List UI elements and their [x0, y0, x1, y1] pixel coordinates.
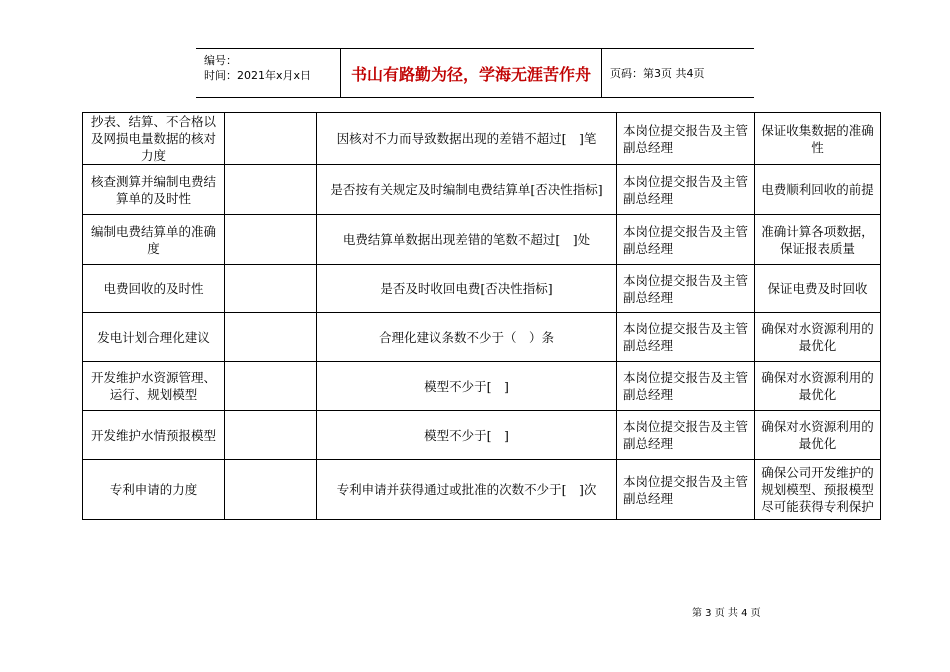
table-row: [83, 265, 881, 313]
source-cell: 本岗位提交报告及主管副总经理: [617, 313, 755, 362]
purpose-cell: 保证收集数据的准确性: [755, 113, 881, 165]
standard-cell: 电费结算单数据出现差错的笔数不超过[ ]处: [317, 215, 617, 265]
indicator-cell: 编制电费结算单的准确度: [83, 215, 225, 265]
standard-cell: 模型不少于[ ]: [317, 362, 617, 411]
time-label: 时间：2021年x月x日: [204, 69, 312, 82]
table-row: [83, 165, 881, 215]
page-code-text: 页码：第3页 共4页: [610, 67, 705, 80]
page-footer: 第 3 页 共 4 页: [692, 608, 761, 619]
standard-cell: 专利申请并获得通过或批准的次数不少于[ ]次: [317, 460, 617, 520]
standard-cell: 合理化建议条数不少于（ ）条: [317, 313, 617, 362]
indicator-cell: 电费回收的及时性: [83, 265, 225, 313]
indicator-cell: 开发维护水情预报模型: [83, 411, 225, 460]
table-row: [83, 113, 881, 165]
purpose-cell: 确保对水资源利用的最优化: [755, 362, 881, 411]
table-row: [83, 313, 881, 362]
purpose-cell: 确保对水资源利用的最优化: [755, 313, 881, 362]
weight-cell: [225, 165, 317, 215]
source-cell: 本岗位提交报告及主管副总经理: [617, 460, 755, 520]
weight-cell: [225, 460, 317, 520]
indicator-cell: 发电计划合理化建议: [83, 313, 225, 362]
standard-cell: 因核对不力而导致数据出现的差错不超过[ ]笔: [317, 113, 617, 165]
header-meta-cell: [196, 49, 341, 97]
purpose-cell: 电费顺利回收的前提: [755, 165, 881, 215]
source-cell: 本岗位提交报告及主管副总经理: [617, 215, 755, 265]
weight-cell: [225, 313, 317, 362]
purpose-cell: 保证电费及时回收: [755, 265, 881, 313]
indicator-cell: 核查测算并编制电费结算单的及时性: [83, 165, 225, 215]
number-label: 编号：: [204, 54, 237, 67]
standard-cell: 是否及时收回电费[否决性指标]: [317, 265, 617, 313]
assessment-table: [82, 112, 881, 520]
table-row: [83, 215, 881, 265]
table-row: [83, 460, 881, 520]
standard-cell: 模型不少于[ ]: [317, 411, 617, 460]
weight-cell: [225, 411, 317, 460]
page-header: [196, 48, 754, 98]
purpose-cell: 确保公司开发维护的规划模型、预报模型尽可能获得专利保护: [755, 460, 881, 520]
motto-text: 书山有路勤为径，学海无涯苦作舟: [341, 49, 602, 97]
indicator-cell: 开发维护水资源管理、运行、规划模型: [83, 362, 225, 411]
source-cell: 本岗位提交报告及主管副总经理: [617, 265, 755, 313]
source-cell: 本岗位提交报告及主管副总经理: [617, 165, 755, 215]
table-row: [83, 411, 881, 460]
weight-cell: [225, 113, 317, 165]
source-cell: 本岗位提交报告及主管副总经理: [617, 362, 755, 411]
weight-cell: [225, 265, 317, 313]
source-cell: 本岗位提交报告及主管副总经理: [617, 411, 755, 460]
weight-cell: [225, 362, 317, 411]
standard-cell: 是否按有关规定及时编制电费结算单[否决性指标]: [317, 165, 617, 215]
indicator-cell: 专利申请的力度: [83, 460, 225, 520]
purpose-cell: 确保对水资源利用的最优化: [755, 411, 881, 460]
source-cell: 本岗位提交报告及主管副总经理: [617, 113, 755, 165]
weight-cell: [225, 215, 317, 265]
table-row: [83, 362, 881, 411]
purpose-cell: 准确计算各项数据，保证报表质量: [755, 215, 881, 265]
indicator-cell: 抄表、结算、不合格以及网损电量数据的核对力度: [83, 113, 225, 165]
table-body: [83, 113, 881, 520]
